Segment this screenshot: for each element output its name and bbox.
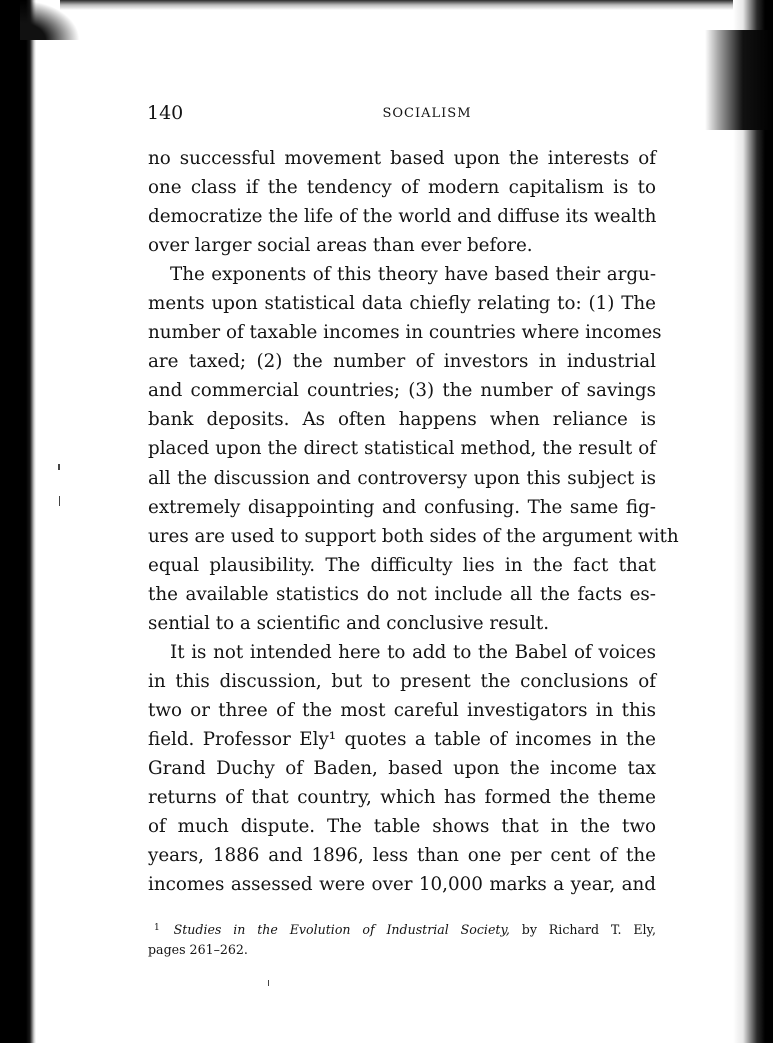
text-line: number of taxable incomes in countries where incomes	[148, 322, 662, 344]
scan-speck	[59, 496, 60, 506]
footnote-author: by Richard T. Ely,	[521, 922, 656, 937]
text-line: returns of that country, which has formed the theme	[148, 787, 656, 809]
text-line: are taxed; (2) the number of investors in industrial	[148, 351, 656, 373]
page-header	[147, 100, 659, 126]
text-line: one class if the tendency of modern capitalism is to	[148, 177, 656, 199]
text-line: ments upon statistical data chiefly relating to: (1) The	[148, 293, 656, 315]
footnote-title: Studies in the Evolution of Industrial Society,	[173, 922, 510, 937]
text-line: placed upon the direct statistical method, the result of	[148, 438, 656, 460]
text-line: extremely disappointing and confusing. The same fig-	[148, 496, 656, 518]
text-line: bank deposits. As often happens when reliance is	[148, 409, 656, 431]
text-line: all the discussion and controversy upon this subject is	[148, 467, 656, 489]
page-number: 140	[147, 102, 184, 124]
text-line: years, 1886 and 1896, less than one per cent of the	[148, 845, 656, 867]
text-line: no successful movement based upon the interests of	[148, 148, 656, 169]
text-line: incomes assessed were over 10,000 marks a year, and	[148, 874, 656, 896]
text-line: It is not intended here to add to the Babel of voices	[170, 641, 656, 663]
text-line: equal plausibility. The difficulty lies in the fact that	[148, 554, 656, 576]
text-line: field. Professor Ely¹ quotes a table of incomes in the	[148, 728, 656, 750]
text-line: ures are used to support both sides of the argument with	[148, 525, 679, 547]
scan-border-top	[60, 0, 773, 10]
scan-border-left	[0, 0, 36, 1043]
text-line: the available statistics do not include all the facts es-	[148, 583, 656, 605]
footnote	[148, 918, 656, 960]
scan-speck	[58, 464, 60, 470]
text-line: democratize the life of the world and diffuse its wealth	[148, 206, 657, 228]
text-line: sential to a scientific and conclusive result.	[148, 612, 550, 634]
scan-corner-right	[705, 30, 773, 130]
footnote-marker: 1	[154, 923, 160, 933]
footnote-pages: pages 261–262.	[148, 942, 248, 957]
text-line: and commercial countries; (3) the number of savings	[148, 380, 656, 402]
running-head: SOCIALISM	[382, 106, 472, 121]
scan-border-right	[733, 0, 773, 1043]
footnote-line	[148, 918, 656, 940]
text-line: Grand Duchy of Baden, based upon the income tax	[148, 757, 656, 779]
scan-speck	[268, 980, 269, 986]
text-line: two or three of the most careful investigators in this	[148, 699, 656, 721]
body-text	[148, 144, 679, 899]
text-line: over larger social areas than ever before.	[148, 235, 533, 257]
text-line: in this discussion, but to present the conclusions of	[148, 670, 656, 692]
text-line: of much dispute. The table shows that in the two	[148, 816, 656, 838]
text-line: The exponents of this theory have based their argu-	[170, 264, 656, 286]
